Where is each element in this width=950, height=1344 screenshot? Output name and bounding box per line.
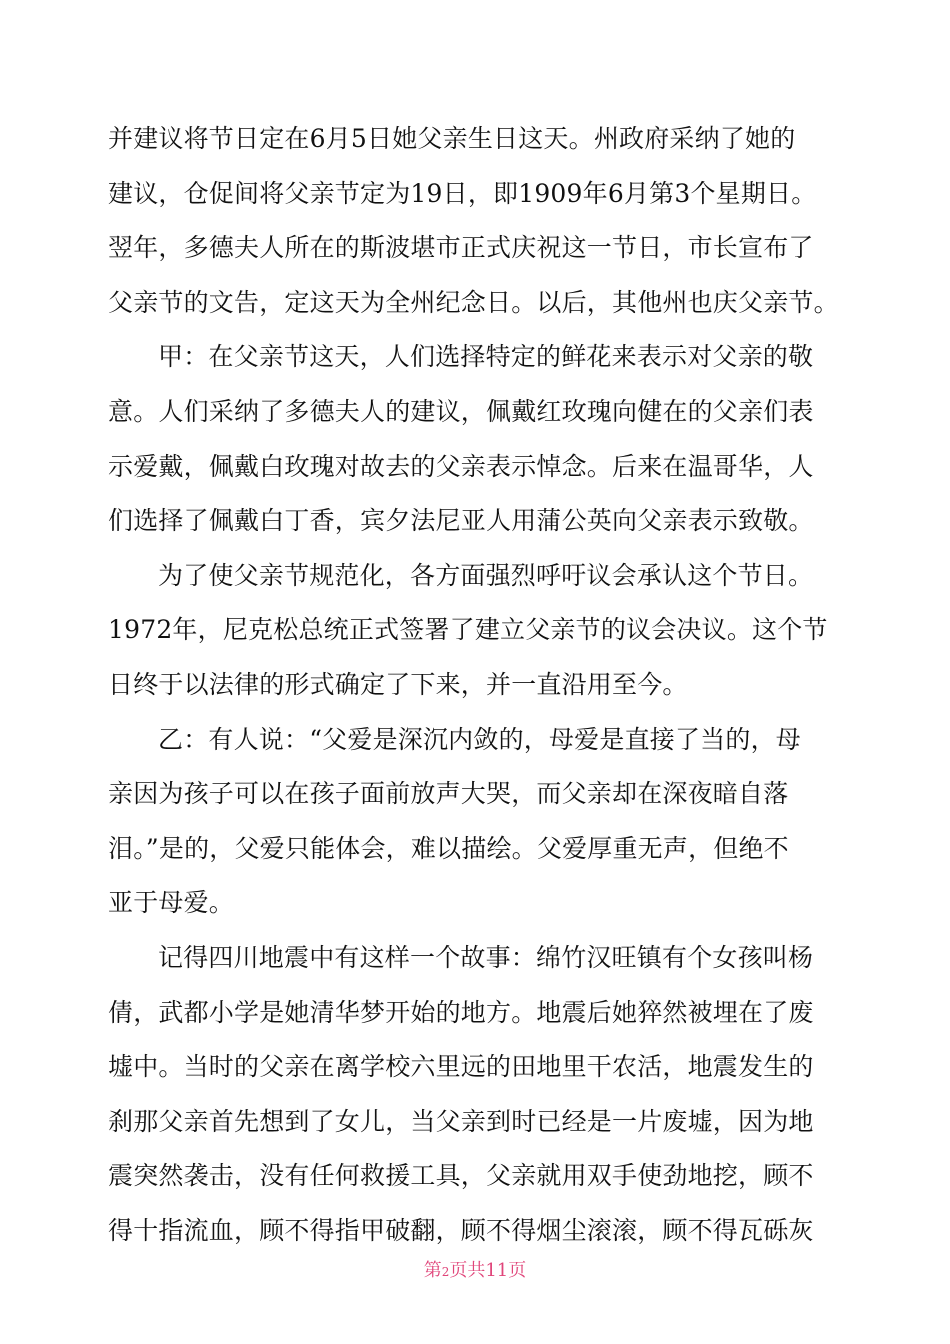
text-line: 示爱戴，佩戴白玫瑰对故去的父亲表示悼念。后来在温哥华，人: [108, 451, 814, 481]
text-line: 墟中。当时的父亲在离学校六里远的田地里干农活，地震发生的: [108, 1052, 814, 1082]
paragraph-first-line: 乙：有人说：“父爱是深沉内敛的，母爱是直接了当的，母: [158, 724, 801, 754]
text-line: 建议，仓促间将父亲节定为19日，即1909年6月第3个星期日。: [108, 178, 817, 208]
footer-middle: 页共: [449, 1260, 486, 1281]
text-line: 日终于以法律的形式确定了下来，并一直沿用至今。: [108, 669, 688, 699]
text-line: 1972年，尼克松总统正式签署了建立父亲节的议会决议。这个节: [108, 615, 828, 645]
text-line: 泪。”是的，父爱只能体会，难以描绘。父爱厚重无声，但绝不: [108, 833, 789, 863]
text-line: 父亲节的文告，定这天为全州纪念日。以后，其他州也庆父亲节。: [108, 287, 839, 317]
text-line: 们选择了佩戴白丁香，宾夕法尼亚人用蒲公英向父亲表示致敬。: [108, 506, 814, 536]
paragraph-first-line: 甲：在父亲节这天，人们选择特定的鲜花来表示对父亲的敬: [158, 342, 814, 372]
text-line: 并建议将节日定在6月5日她父亲生日这天。州政府采纳了她的: [108, 124, 796, 153]
text-line: 意。人们采纳了多德夫人的建议，佩戴红玫瑰向健在的父亲们表: [108, 396, 814, 426]
text-line: 倩，武都小学是她清华梦开始的地方。地震后她猝然被埋在了废: [108, 997, 814, 1027]
text-line: 震突然袭击，没有任何救援工具，父亲就用双手使劲地挖，顾不: [108, 1161, 814, 1191]
footer-page-number: 2: [441, 1265, 450, 1279]
paragraph-first-line: 记得四川地震中有这样一个故事：绵竹汉旺镇有个女孩叫杨: [158, 942, 814, 972]
footer-total-pages: 11: [485, 1260, 509, 1281]
page-footer: [0, 1256, 950, 1282]
footer-prefix: 第: [423, 1260, 442, 1281]
footer-suffix: 页: [508, 1260, 527, 1281]
paragraph-first-line: 为了使父亲节规范化，各方面强烈呼吁议会承认这个节日。: [158, 560, 814, 590]
text-line: 亚于母爱。: [108, 888, 235, 918]
text-line: 亲因为孩子可以在孩子面前放声大哭，而父亲却在深夜暗自落: [108, 779, 789, 809]
text-line: 刹那父亲首先想到了女儿，当父亲到时已经是一片废墟，因为地: [108, 1106, 814, 1136]
text-line: 翌年，多德夫人所在的斯波堪市正式庆祝这一节日，市长宣布了: [108, 233, 814, 263]
text-line: 得十指流血，顾不得指甲破翻，顾不得烟尘滚滚，顾不得瓦砾灰: [108, 1215, 814, 1245]
body-text: [108, 112, 843, 1258]
